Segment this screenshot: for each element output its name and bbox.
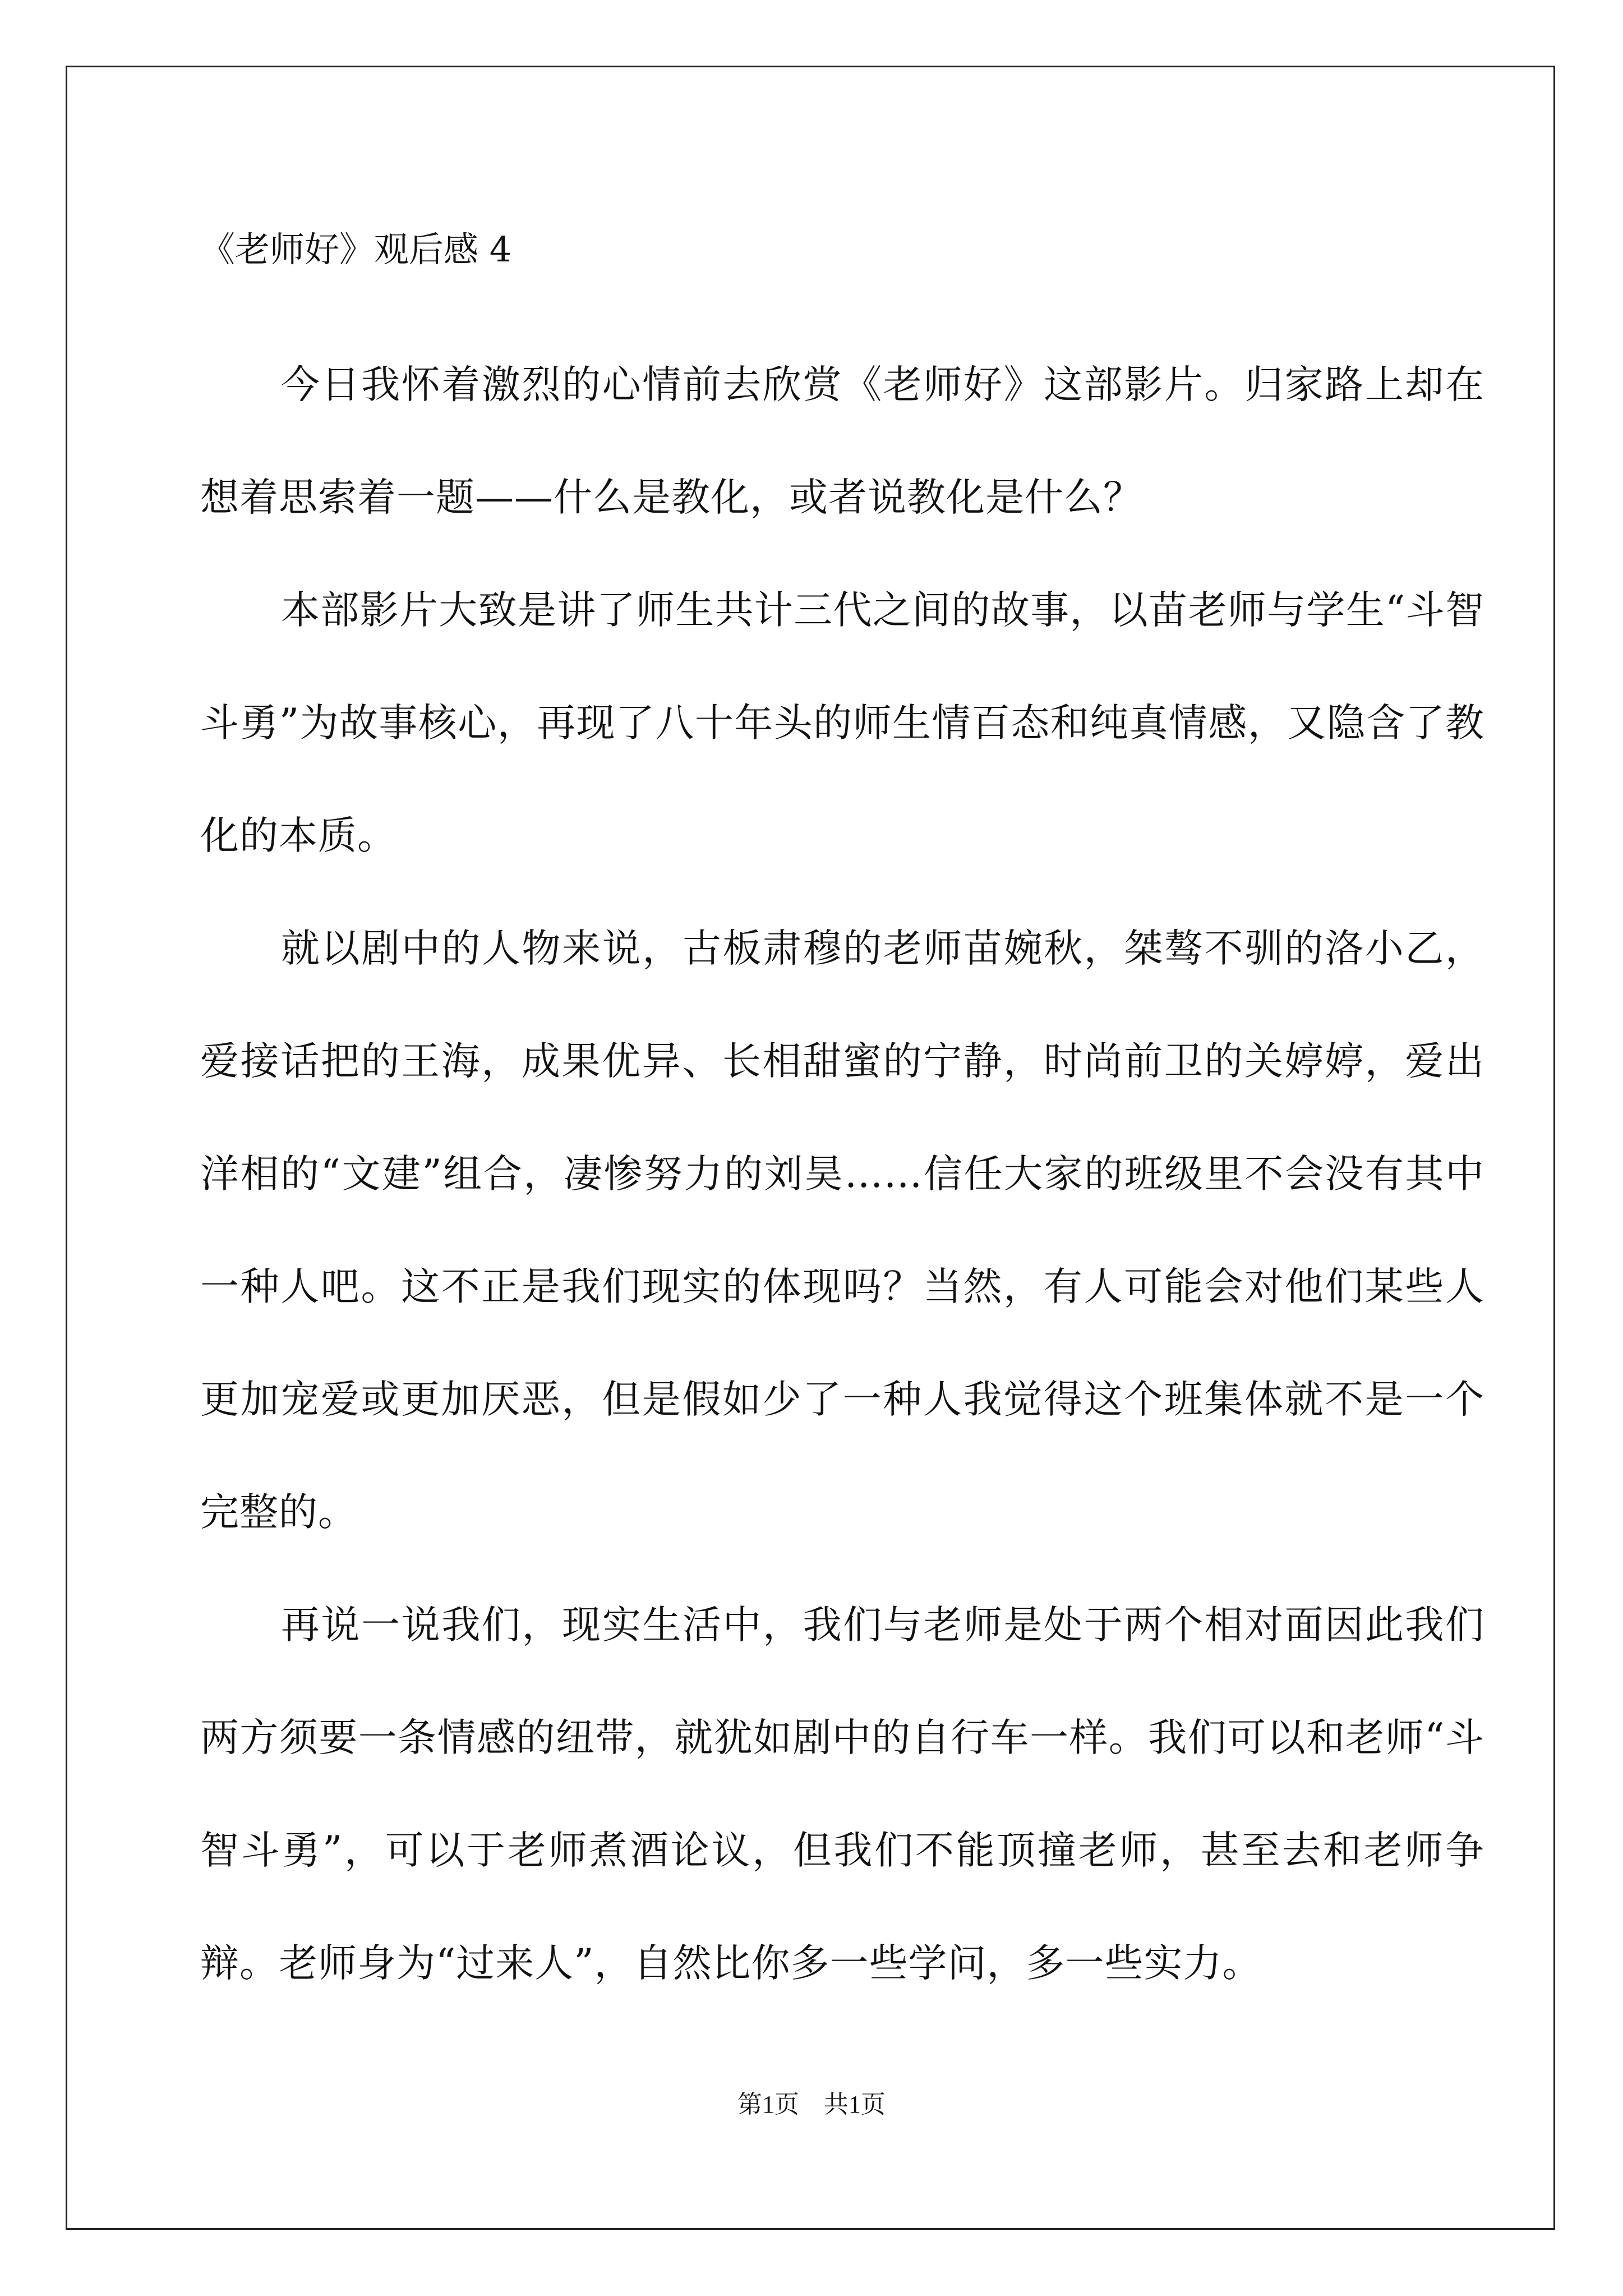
page-footer: 第1页 共1页 [737,2091,886,2118]
document-title: 《老师好》观后感 4 [200,229,512,270]
paragraph-3: 就以剧中的人物来说，古板肃穆的老师苗婉秋，桀骜不驯的洛小乙，爱接话把的王海，成果优异、长相甜蜜的宁静，时尚前卫的关婷婷，爱出洋相的“文建”组合，凄惨努力的刘昊……信任大家的班级里不会没有其中一种人吧。这不正是我们现实的体现吗？当然，有人可能会对他们某些人更加宠爱或更加厌恶，但是假如少了一种人我觉得这个班集体就不是一个完整的。 [200,926,1484,1535]
paragraph-2: 本部影片大致是讲了师生共计三代之间的故事，以苗老师与学生“斗智斗勇”为故事核心，再现了八十年头的师生情百态和纯真情感，又隐含了教化的本质。 [200,588,1484,858]
paragraph-4: 再说一说我们，现实生活中，我们与老师是处于两个相对面因此我们两方须要一条情感的纽带，就犹如剧中的自行车一样。我们可以和老师“斗智斗勇”，可以于老师煮酒论议，但我们不能顶撞老师，甚至去和老师争辩。老师身为“过来人”，自然比你多一些学问，多一些实力。 [200,1603,1484,1986]
paragraph-1: 今日我怀着激烈的心情前去欣赏《老师好》这部影片。归家路上却在想着思索着一题——什么是教化，或者说教化是什么？ [200,362,1484,520]
document-body [200,219,1484,2020]
